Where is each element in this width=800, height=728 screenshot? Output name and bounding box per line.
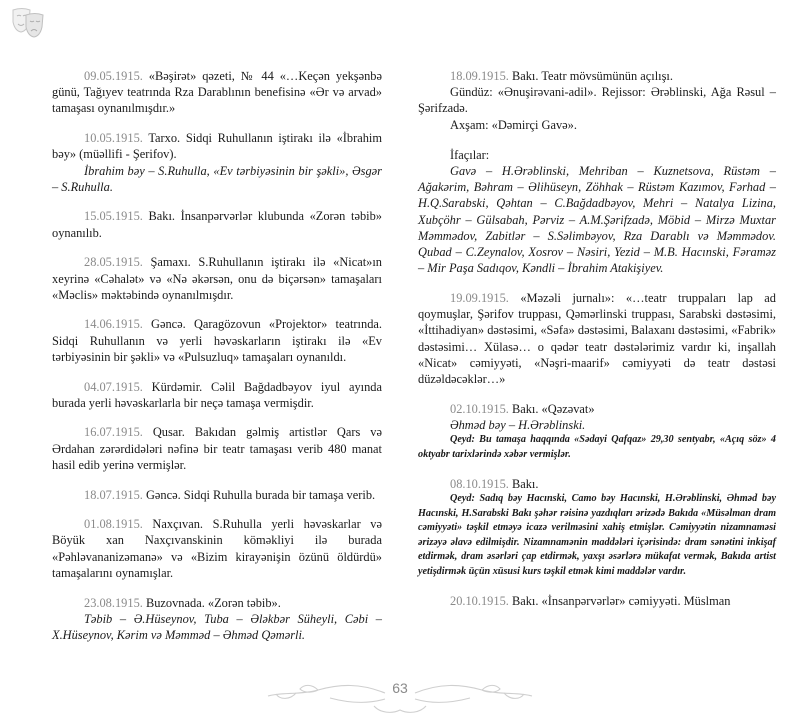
entry-text: Qusar. Bakıdan gəlmiş artistlər Qars və Ərdahan zərərdidələri nəfinə bir teatr tamaşası verib 480 manat hasil edib yerinə vermişlər. [52,425,382,472]
chronicle-entry [52,595,382,644]
entry-date: 02.10.1915. [450,401,509,416]
entry-date: 23.08.1915. [84,595,143,610]
left-column [52,68,382,657]
page-number: 63 [392,680,408,696]
chronicle-entry [52,316,382,365]
chronicle-entry [418,290,776,387]
chronicle-entry [52,130,382,195]
entry-note: Qeyd: Sadıq bəy Hacınski, Camo bəy Hacınski, H.Ərəblinski, Əhməd bəy Hacınski, H.Sarabski Bakı şəhər rəisinə yazdıqları ərizədə Bakıda «Müsəlman dram cəmiyyəti» təşkil etməyə icazə verilməsini xahiş etmişlər. Cəmiyyətin nizamnaməsi ərizəyə əlavə edilmişdir. Nizamnamənin maddələri içərisində: dram sənətini inkişaf etdirmək, dram əsərləri çap etdirmək, yaxşı əsərlərə mükafat vermək, Bakıda artist yetişdirmək üçün xüsusi kurs təşkil etmək kimi maddələr vardır. [418,492,776,577]
entry-cast: Əhməd bəy – H.Ərəblinski. [450,417,586,432]
chronicle-entry [52,516,382,581]
entry-text: Tarxo. Sidqi Ruhullanın iştirakı ilə «İbrahim bəy» (müəllifi - Şerifov). [52,131,382,162]
theatre-masks-icon [10,6,46,40]
entry-text: Gəncə. Qaragözovun «Projektor» teatrında. Sidqi Ruhullanın və yerli həvəskarların iştirakı ilə «Ev tərbiyəsinin bir şəkli» və «Pulsuzluq» tamaşaları oynanıldı. [52,317,382,364]
entry-date: 15.05.1915. [84,209,143,224]
entry-date: 28.05.1915. [84,255,143,270]
spacer [418,133,776,147]
entry-text: Buzovnada. «Zorən təbib». [142,595,281,610]
entry-text: Şamaxı. S.Ruhullanın iştirakı ilə «Nicat»ın xeyrinə «Cəhalət» və «Nə əkərsən, onu də biçərsən» tamaşaları «Məclis» məktəbində oynanılmışdır. [52,255,382,302]
chronicle-entry [418,593,776,609]
entry-date: 04.07.1915. [84,379,143,394]
entry-text: Bakı. Teatr mövsümünün açılışı. [508,69,673,83]
entry-date: 18.07.1915. [84,487,143,502]
entry-note: Qeyd: Bu tamaşa haqqında «Sədayi Qafqaz» 29,30 sentyabr, «Açıq söz» 4 oktyabr tarixlərində xəbər vermişlər. [418,434,776,460]
entry-text: Gəncə. Sidqi Ruhulla burada bir tamaşa verib. [142,487,376,502]
chronicle-entry [418,401,776,463]
entry-text: «Məzəli jurnalı»: «…teatr truppaları lap ad qoymuşlar, Şərifov truppası, Qəmərlinski truppası, Sarabski dəstəsimi, «İttihadiyan» dəstəsimi, «Səfa» dəstəsimi, Balaxanı dəstəsimi, «Fabrik» dəstəsimi… Xülasə… o qədər teatr dəstələrimiz vardır ki, inşallah «Nicat» cəmiyyəti, «Nəşri-maarif» cəmiyyəti də teatr dəstəsi düzəldəcəklər…» [418,290,776,386]
entry-line: Gündüz: «Ənuşirəvani-adil». Rejissor: Ərəblinski, Ağa Rəsul – Şərifzadə. [418,85,776,116]
entry-cast: Təbib – Ə.Hüseynov, Tuba – Ələkbər Süheyli, Cəbi – X.Hüseynov, Kərim və Məmməd – Əhməd Qəmərli. [52,611,382,642]
entry-cast: İbrahim bəy – S.Ruhulla, «Ev tərbiyəsinin bir şəkli», Əsgər – S.Ruhulla. [52,163,382,194]
performers-label: İfaçılar: [450,147,490,162]
chronicle-entry [52,254,382,303]
entry-text: Bakı. İnsanpərvərlər klubunda «Zorən təbib» oynanılıb. [52,209,382,240]
entry-date: 08.10.1915. [450,476,509,491]
entry-date: 16.07.1915. [84,425,143,440]
chronicle-entry [52,379,382,411]
right-column [418,68,776,623]
entry-text: Naxçıvan. S.Ruhulla yerli həvəskarlar və Böyük xan Naxçıvanskinin köməkliyi ilə burada «Pəhləvananizəmanə» və «Bizim kirayənişin özünü öldürdü» tamaşalarını oynamışlar. [52,517,382,580]
chronicle-entry [418,476,776,580]
performers-list: Gavə – H.Ərəblinski, Mehriban – Kuznetsova, Rüstəm – Ağakərim, Bəhram – Əlihüseyn, Zöhhak – Rüstəm Kazımov, Fərhad – H.Q.Sarabski, Qəhtan – C.Bağdadbəyov, Mehri – Natalya Lizina, Xubçöhr – Gülsabah, Pərviz – A.M.Şərifzadə, Möbid – Mirzə Muxtar Məmmədov, Zabitlər – S.Səlimbəyov, Rza Darablı və Məmmədov. Qubad – C.Zeynalov, Xosrov – Nəsiri, Yezid – M.B. Hacınski, Fəraməz – Mir Paşa Sadıqov, Kəndli – İbrahim Atakişiyev. [418,164,776,276]
entry-date: 10.05.1915. [84,131,143,146]
entry-line: Axşam: «Dəmirçi Gavə». [450,117,577,132]
chronicle-entry [52,424,382,473]
entry-date: 01.08.1915. [84,517,143,532]
entry-date: 18.09.1915. [450,69,509,83]
chronicle-entry [418,68,776,276]
entry-text: «Bəşirət» qəzeti, № 44 «…Keçən yekşənbə günü, Tağıyev teatrında Rza Darablının benefisinə «Ər və arvad» tamaşası oynanılmışdır.» [52,69,382,116]
entry-date: 19.09.1915. [450,290,509,305]
entry-date: 14.06.1915. [84,317,143,332]
chronicle-entry [52,487,382,503]
entry-date: 20.10.1915. [450,594,509,609]
chronicle-entry [52,208,382,240]
entry-text: Kürdəmir. Cəlil Bağdadbəyov iyul ayında burada yerli həvəskarlarla bir neçə tamaşa vermişdir. [52,379,382,410]
chronicle-entry [52,68,382,117]
entry-date: 09.05.1915. [84,69,143,83]
entry-text: Bakı. «Qəzəvat» [508,401,595,416]
entry-text: Bakı. «İnsanpərvərlər» cəmiyyəti. Müslman [508,594,731,609]
entry-text: Bakı. [508,476,539,491]
